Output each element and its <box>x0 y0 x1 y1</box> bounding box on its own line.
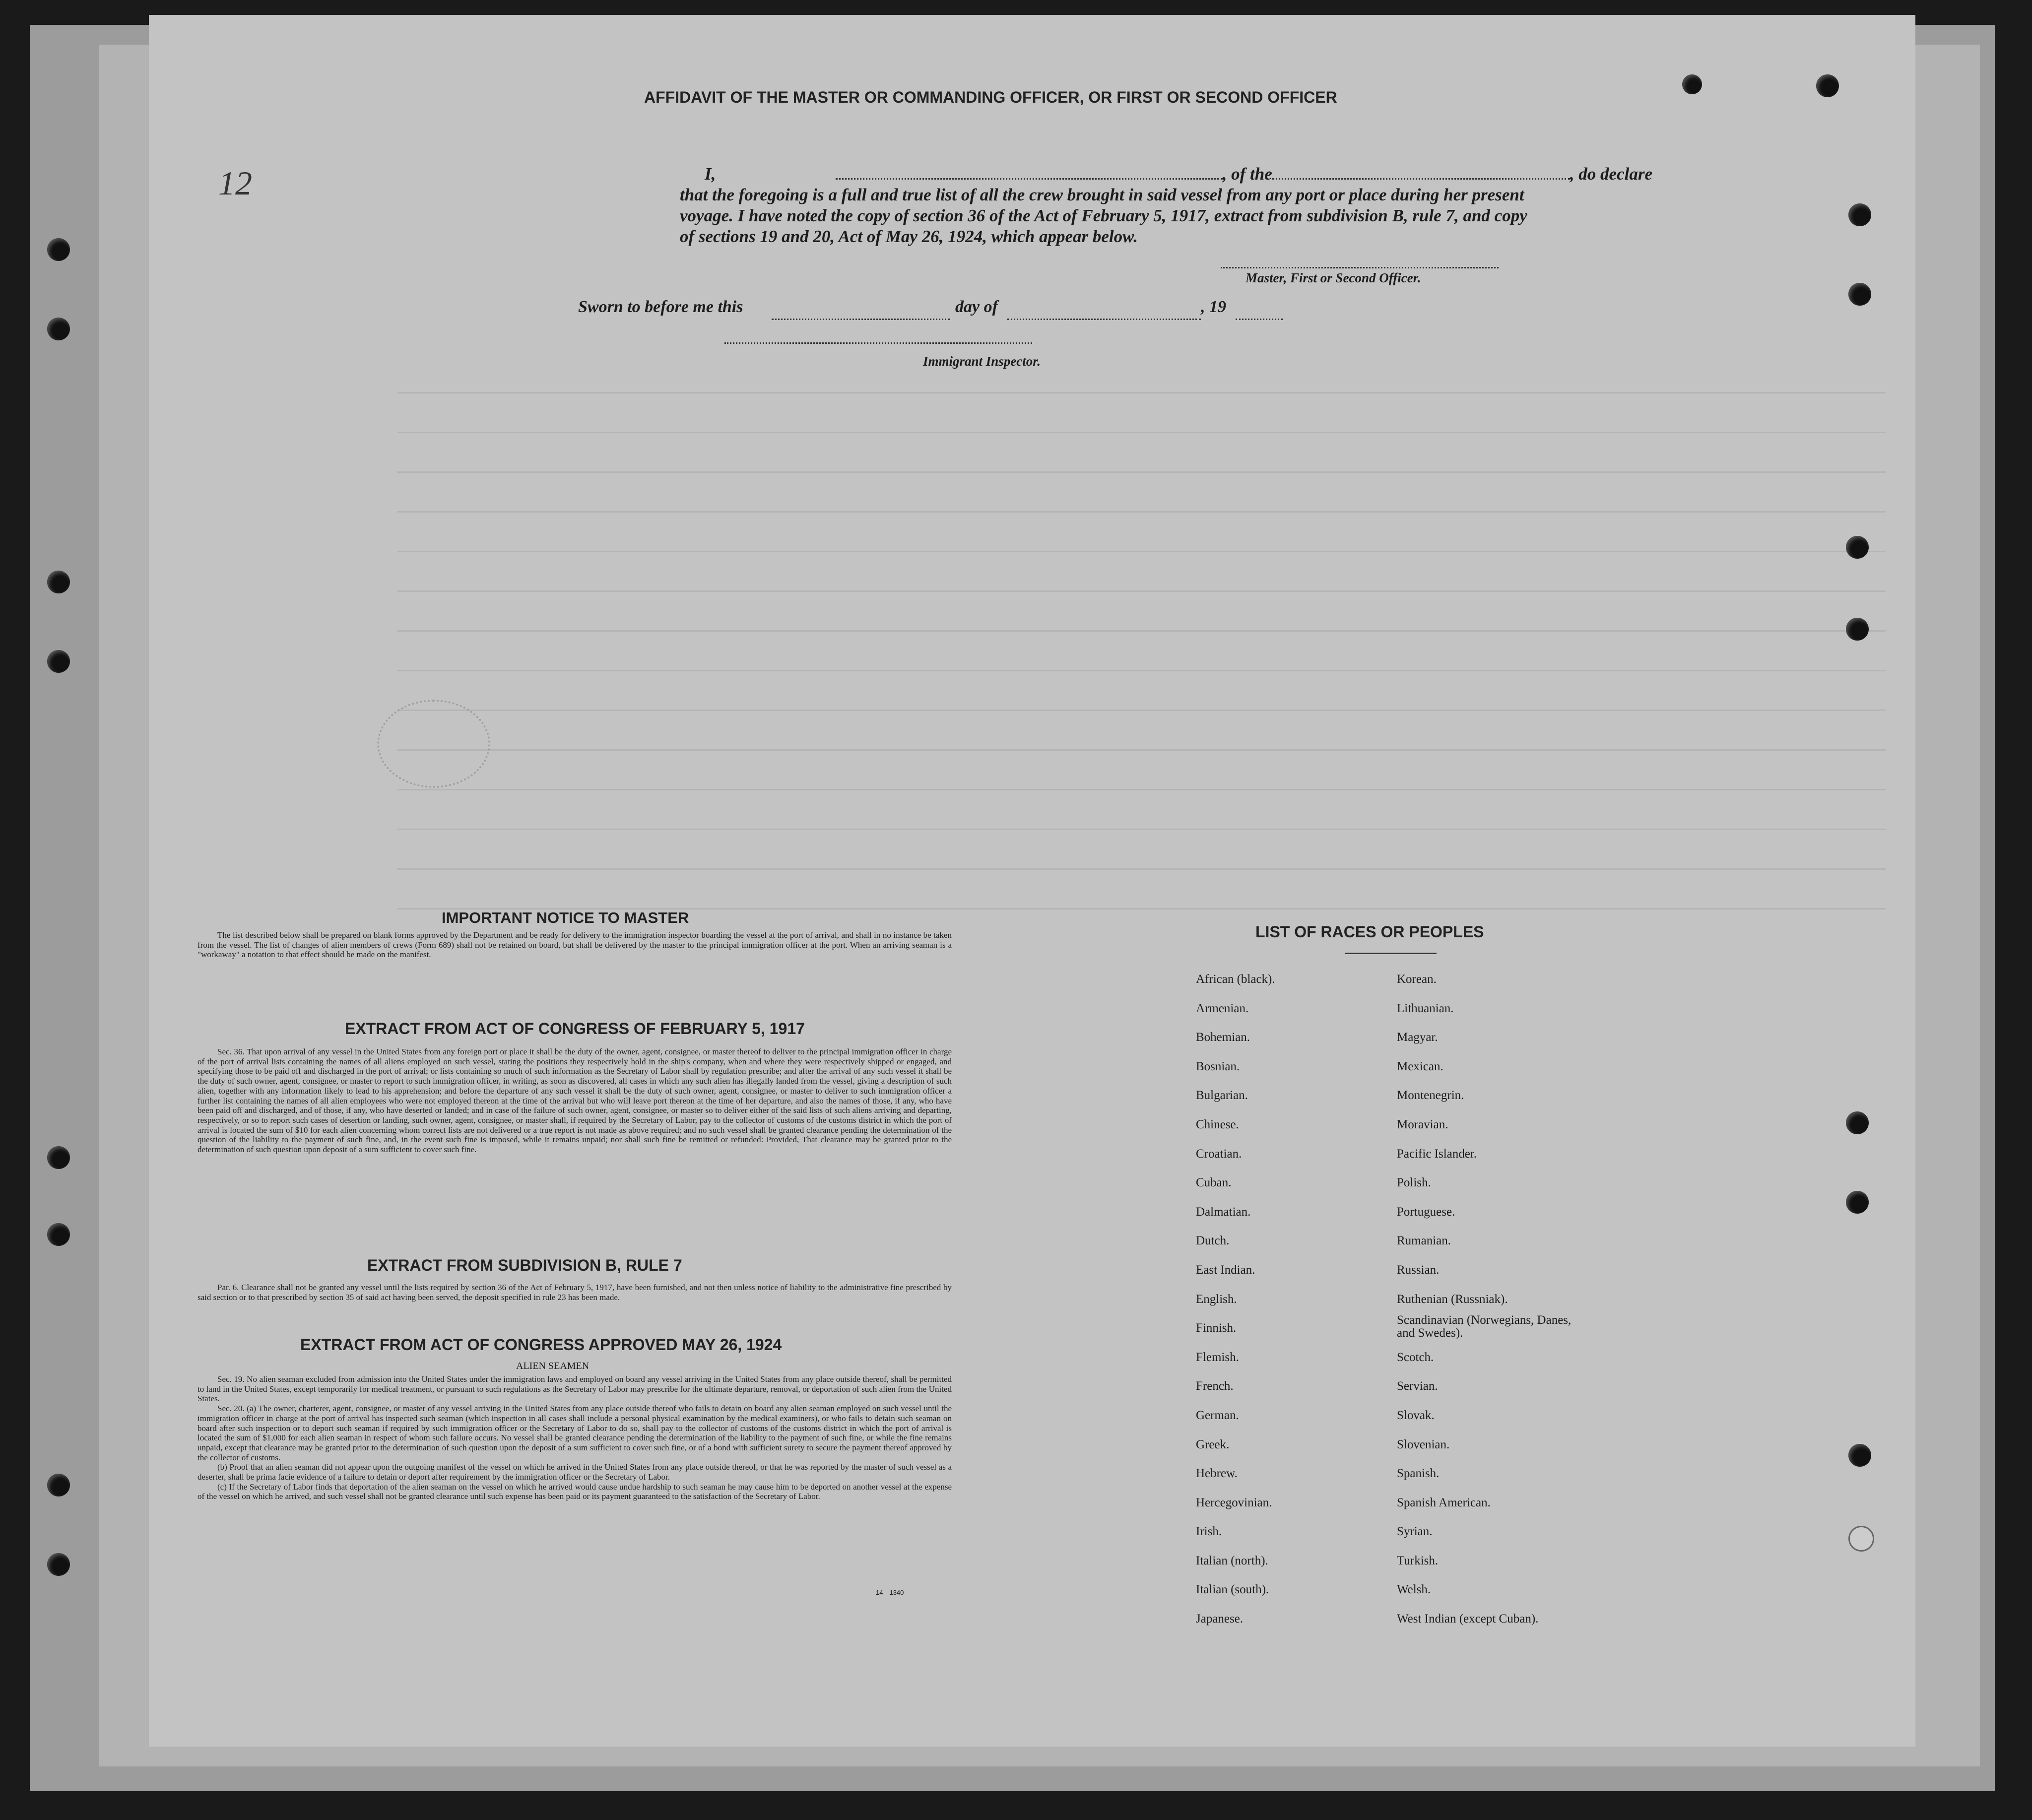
race-item: French. <box>1196 1379 1234 1393</box>
races-column-1 <box>1196 965 1275 1634</box>
race-item: Finnish. <box>1196 1321 1237 1335</box>
notice-text: The list described below shall be prepared on blank forms approved by the Department and be ready for delivery to the immigration inspector boarding the vessel at the port of arrival, and shall in no instance be taken from the vessel. The list of changes of alien members of crews (Form 689) shall not be retained on board, but shall be delivered by the master to the principal immigration officer at the port. When an arriving seaman is a "workaway" a notation to that effect should be made on the manifest. <box>197 930 952 960</box>
races-column-2 <box>1397 965 1575 1634</box>
affidavit-declare: , do declare <box>1570 164 1652 184</box>
race-item: Bosnian. <box>1196 1059 1240 1073</box>
sec-20a-text: Sec. 20. (a) The owner, charterer, agent, consignee, or master of any vessel arriving in the United States from any place outside thereof who fails to detain on board any alien seaman employed on such vessel until the immigration officer in charge at the port of arrival has inspected such seaman (which inspection in all cases shall include a personal physical examination by the medical examiners), or who fails to detain such seaman on board after such inspection or to deport such seaman if required by such immigration officer or the Secretary of Labor to do so, shall pay to the collector of customs of the customs district in which the port of arrival is located the sum of $1,000 for each alien seaman in respect of whom such failure occurs. No vessel shall be granted clearance pending the determination of the liability to the payment of such fine, or while the fine remains unpaid, except that clearance may be granted prior to the determination of such question upon the deposit of a sum sufficient to cover such fine, or of a bond with sufficient surety to secure the payment thereof approved by the collector of customs. <box>197 1404 952 1462</box>
race-item: Spanish American. <box>1397 1495 1491 1509</box>
margin-page-number: 12 <box>218 164 252 202</box>
race-item: Syrian. <box>1397 1525 1433 1539</box>
race-item: Magyar. <box>1397 1031 1438 1044</box>
binder-hole-icon <box>47 1553 70 1576</box>
affidavit-i: I, <box>705 164 716 184</box>
race-item: Hercegovinian. <box>1196 1495 1272 1509</box>
sworn-label: Sworn to before me this <box>578 298 743 316</box>
binder-hole-icon <box>1846 1191 1869 1214</box>
manifest-page <box>149 15 1915 1747</box>
day-of-label: day of <box>955 298 998 316</box>
race-item: Mexican. <box>1397 1059 1443 1073</box>
year-label: , 19 <box>1201 298 1226 316</box>
sworn-year-blank <box>1236 319 1283 320</box>
form-code: 14—1340 <box>876 1589 904 1596</box>
sworn-day-blank <box>772 319 950 320</box>
race-item: Croatian. <box>1196 1147 1242 1161</box>
affidavit-line-1 <box>680 164 1652 185</box>
race-item: Cuban. <box>1196 1176 1232 1190</box>
affidavit-line-4: of sections 19 and 20, Act of May 26, 1924, which appear below. <box>680 227 1138 246</box>
affidavit-title: AFFIDAVIT OF THE MASTER OR COMMANDING OFFICER, OR FIRST OR SECOND OFFICER <box>644 88 1337 106</box>
binder-hole-icon <box>1848 283 1871 306</box>
race-item: Lithuanian. <box>1397 1001 1454 1015</box>
binder-hole-icon <box>47 238 70 261</box>
sec-20b-text: (b) Proof that an alien seaman did not appear upon the outgoing manifest of the vessel on which he arrived in the United States from any place outside thereof, or that he was reported by the master of such vessel as a deserter, shall be prima facie evidence of a failure to detain or deport after requirement by the immigration officer or the Secretary of Labor. <box>197 1462 952 1482</box>
race-item: Rumanian. <box>1397 1234 1451 1248</box>
race-item: Hebrew. <box>1196 1467 1238 1481</box>
race-item: Montenegrin. <box>1397 1089 1464 1103</box>
race-item: Scandinavian (Norwegians, Danes, and Swedes). <box>1397 1313 1572 1340</box>
inspector-signature-line <box>724 342 1032 344</box>
race-item: Greek. <box>1196 1437 1230 1451</box>
binder-hole-icon <box>1848 1526 1874 1552</box>
binder-hole-icon <box>1846 1111 1869 1134</box>
binder-hole-icon <box>47 1146 70 1169</box>
race-item: Armenian. <box>1196 1001 1249 1015</box>
race-item: Irish. <box>1196 1525 1222 1539</box>
extract-1924-title: EXTRACT FROM ACT OF CONGRESS APPROVED MAY 26, 1924 <box>300 1336 782 1354</box>
race-item: Chinese. <box>1196 1117 1239 1131</box>
affidavit-line-3: voyage. I have noted the copy of section 36 of the Act of February 5, 1917, extract from subdivision B, rule 7, and copy <box>680 206 1527 225</box>
notice-title: IMPORTANT NOTICE TO MASTER <box>442 909 689 926</box>
races-title: LIST OF RACES OR PEOPLES <box>1255 923 1484 941</box>
race-item: Spanish. <box>1397 1467 1440 1481</box>
binder-hole-icon <box>1848 1444 1871 1467</box>
race-item: Servian. <box>1397 1379 1438 1393</box>
sec-19-text: Sec. 19. No alien seaman excluded from admission into the United States under the immigration laws and employed on board any vessel arriving in the United States from any place outside thereof, shall be permitted to land in the United States, except temporarily for medical treatment, or pursuant to such regulations as the Secretary of Labor may prescribe for the ultimate departure, removal, or deportation of such alien from the United States. <box>197 1374 952 1404</box>
name-blank <box>836 164 1223 180</box>
race-item: Ruthenian (Russniak). <box>1397 1292 1508 1306</box>
master-signature-label: Master, First or Second Officer. <box>1245 270 1421 285</box>
binder-hole-icon <box>1846 536 1869 559</box>
binder-hole-icon <box>1846 618 1869 641</box>
race-item: Polish. <box>1397 1176 1431 1190</box>
race-item: German. <box>1196 1408 1239 1422</box>
affidavit-declaration <box>680 164 1652 247</box>
sec-20c-text: (c) If the Secretary of Labor finds that deportation of the alien seaman on the vessel on which he arrived would cause undue hardship to such seaman he may cause him to be deported on another vessel at the expense of the vessel on which he arrived, and such vessel shall not be granted clearance until such expense has been paid or its payment guaranteed to the satisfaction of the Secretary of Labor. <box>197 1482 952 1501</box>
binder-hole-icon <box>47 650 70 673</box>
race-item: Bulgarian. <box>1196 1089 1248 1103</box>
race-item: Italian (south). <box>1196 1583 1269 1597</box>
binder-hole-icon <box>47 1474 70 1496</box>
inspector-label: Immigrant Inspector. <box>923 354 1041 369</box>
binder-hole-icon <box>47 1223 70 1246</box>
affidavit-line-2: that the foregoing is a full and true list of all the crew brought in said vessel from any port or place during her present <box>680 185 1524 204</box>
race-item: Slovenian. <box>1397 1437 1450 1451</box>
binder-hole-icon <box>47 318 70 340</box>
rule-7-title: EXTRACT FROM SUBDIVISION B, RULE 7 <box>367 1256 682 1274</box>
vessel-blank <box>1272 164 1570 180</box>
race-item: Portuguese. <box>1397 1205 1455 1219</box>
race-item: Flemish. <box>1196 1350 1239 1364</box>
sworn-month-blank <box>1007 319 1201 320</box>
alien-seamen-subtitle: ALIEN SEAMEN <box>516 1361 590 1371</box>
race-item: Dalmatian. <box>1196 1205 1251 1219</box>
race-item: Pacific Islander. <box>1397 1147 1477 1161</box>
rule-7-text: Par. 6. Clearance shall not be granted any vessel until the lists required by section 36 of the Act of February 5, 1917, have been furnished, and not then unless notice of liability to the administrative fine prescribed by said section or to that prescribed by section 35 of said act having been served, the deposit specified in rule 23 has been made. <box>197 1283 952 1302</box>
master-signature-line <box>1221 267 1499 268</box>
extract-1917-title: EXTRACT FROM ACT OF CONGRESS OF FEBRUARY 5, 1917 <box>345 1020 805 1038</box>
binder-hole-icon <box>1816 74 1839 97</box>
race-item: Russian. <box>1397 1263 1440 1277</box>
race-item: Italian (north). <box>1196 1554 1268 1567</box>
extract-1924-text <box>197 1374 952 1501</box>
binder-hole-icon <box>1682 74 1702 94</box>
race-item: Dutch. <box>1196 1234 1230 1248</box>
race-item: Bohemian. <box>1196 1031 1250 1044</box>
race-item: African (black). <box>1196 973 1275 986</box>
race-item: Scotch. <box>1397 1350 1434 1364</box>
affidavit-of-the: , of the <box>1222 164 1272 184</box>
race-item: West Indian (except Cuban). <box>1397 1612 1539 1626</box>
race-item: Moravian. <box>1397 1117 1448 1131</box>
race-item: Turkish. <box>1397 1554 1439 1567</box>
faded-stamp <box>377 700 490 788</box>
race-item: East Indian. <box>1196 1263 1255 1277</box>
race-item: Welsh. <box>1397 1583 1431 1597</box>
binder-hole-icon <box>47 571 70 593</box>
race-item: Korean. <box>1397 973 1437 986</box>
races-title-rule <box>1345 953 1437 954</box>
race-item: Slovak. <box>1397 1408 1435 1422</box>
extract-1917-text: Sec. 36. That upon arrival of any vessel in the United States from any foreign port or place it shall be the duty of the owner, agent, consignee, or master thereof to deliver to the principal immigration officer in charge of the port of arrival lists containing the names of all aliens employed on such vessel, stating the positions they respectively hold in the ship's company, when and where they were respectively shipped or engaged, and specifying those to be paid off and discharged in the port of arrival; or lists containing so much of such information as the Secretary of Labor shall by regulation prescribe; and after the arrival of any such vessel it shall be the duty of such owner, agent, consignee, or master to report to such immigration officer, in writing, as soon as discovered, all cases in which any such alien has illegally landed from the vessel, giving a description of such alien, together with any information likely to lead to his apprehension; and before the departure of any such vessel it shall be the duty of such owner, agent, consignee, or master to deliver to such immigration officer a further list containing the names of all alien employees who were not employed thereon at the time of the arrival but who will leave port thereon at the time of her departure, and also the names of those, if any, who have been paid off and discharged, and of those, if any, who have deserted or landed; and in case of the failure of such owner, agent, consignee, or master so to deliver either of the said lists of such aliens arriving and departing, respectively, or so to report such cases of desertion or landing, such owner, agent, consignee, or master shall, if required by the Secretary of Labor, pay to the collector of customs of the customs district in which the port of arrival is located the sum of $10 for each alien concerning whom correct lists are not delivered or a true report is not made as above required; and no such vessel shall be granted clearance pending the determination of the question of the liability to the payment of such fine, and, in the event such fine is imposed, while it remains unpaid; nor shall such fine be remitted or refunded: Provided, That clearance may be granted prior to the determination of such question upon deposit of a sum sufficient to cover such fine. <box>197 1047 952 1155</box>
binder-hole-icon <box>1848 203 1871 226</box>
race-item: Japanese. <box>1196 1612 1244 1626</box>
race-item: English. <box>1196 1292 1237 1306</box>
